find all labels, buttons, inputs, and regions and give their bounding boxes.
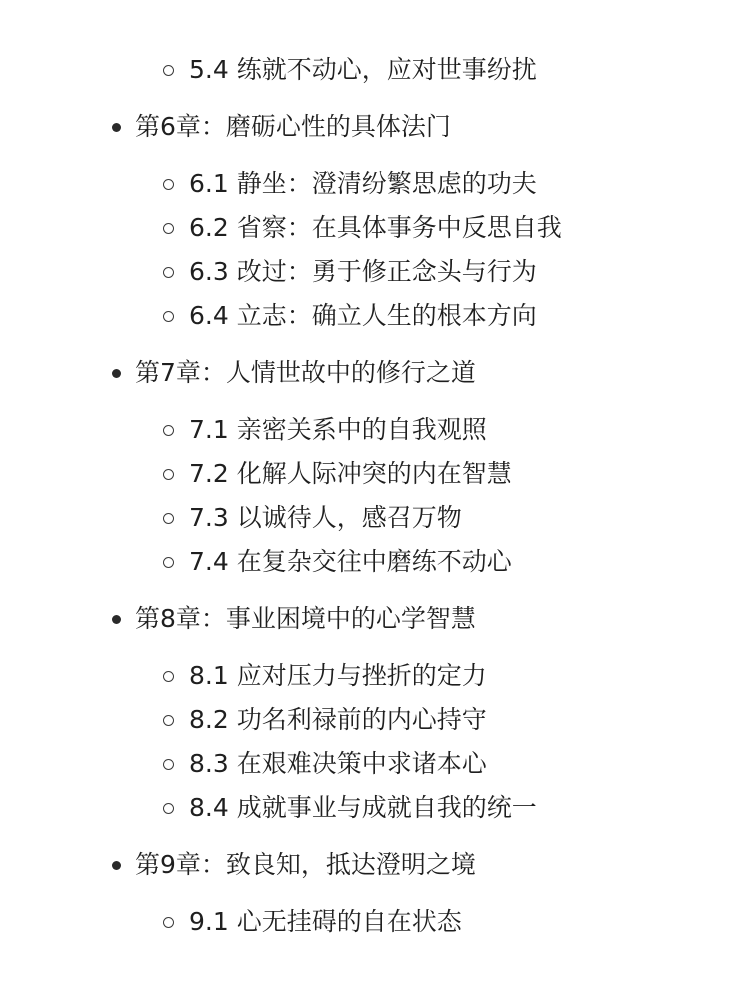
toc-section-label: 6.3 改过：勇于修正念头与行为 xyxy=(189,257,537,286)
toc-chapter-9 xyxy=(0,845,476,885)
toc-section-label: 9.1 心无挂碍的自在状态 xyxy=(189,907,462,936)
toc-section-9-1 xyxy=(0,902,462,942)
hollow-bullet-icon xyxy=(163,65,174,76)
toc-section-7-4 xyxy=(0,542,512,582)
toc-chapter-label: 第9章：致良知，抵达澄明之境 xyxy=(135,850,476,879)
hollow-bullet-icon xyxy=(163,425,174,436)
hollow-bullet-icon xyxy=(163,179,174,190)
toc-section-label: 7.2 化解人际冲突的内在智慧 xyxy=(189,459,512,488)
toc-section-8-3 xyxy=(0,744,487,784)
solid-bullet-icon xyxy=(112,615,121,624)
toc-section-6-4 xyxy=(0,296,537,336)
toc-section-7-1 xyxy=(0,410,487,450)
toc-section-8-4 xyxy=(0,788,537,828)
hollow-bullet-icon xyxy=(163,223,174,234)
toc-chapter-6 xyxy=(0,107,451,147)
hollow-bullet-icon xyxy=(163,513,174,524)
toc-section-7-2 xyxy=(0,454,512,494)
hollow-bullet-icon xyxy=(163,469,174,480)
toc-section-label: 6.2 省察：在具体事务中反思自我 xyxy=(189,213,562,242)
solid-bullet-icon xyxy=(112,123,121,132)
solid-bullet-icon xyxy=(112,861,121,870)
toc-section-6-2 xyxy=(0,208,562,248)
toc-chapter-label: 第6章：磨砺心性的具体法门 xyxy=(135,112,451,141)
toc-section-8-1 xyxy=(0,656,487,696)
hollow-bullet-icon xyxy=(163,803,174,814)
toc-section-6-1 xyxy=(0,164,537,204)
hollow-bullet-icon xyxy=(163,267,174,278)
hollow-bullet-icon xyxy=(163,917,174,928)
solid-bullet-icon xyxy=(112,369,121,378)
toc-section-label: 8.2 功名利禄前的内心持守 xyxy=(189,705,487,734)
toc-section-label: 8.3 在艰难决策中求诸本心 xyxy=(189,749,487,778)
hollow-bullet-icon xyxy=(163,557,174,568)
hollow-bullet-icon xyxy=(163,671,174,682)
toc-chapter-8 xyxy=(0,599,476,639)
toc-section-7-3 xyxy=(0,498,462,538)
toc-chapter-label: 第7章：人情世故中的修行之道 xyxy=(135,358,476,387)
toc-section-label: 6.1 静坐：澄清纷繁思虑的功夫 xyxy=(189,169,537,198)
toc-section-label: 6.4 立志：确立人生的根本方向 xyxy=(189,301,537,330)
toc-section-label: 7.4 在复杂交往中磨练不动心 xyxy=(189,547,512,576)
toc-section-label: 7.3 以诚待人，感召万物 xyxy=(189,503,462,532)
toc-chapter-7 xyxy=(0,353,476,393)
toc-section-label: 8.1 应对压力与挫折的定力 xyxy=(189,661,487,690)
toc-section-6-3 xyxy=(0,252,537,292)
toc-section-8-2 xyxy=(0,700,487,740)
toc-section-label: 7.1 亲密关系中的自我观照 xyxy=(189,415,487,444)
toc-chapter-label: 第8章：事业困境中的心学智慧 xyxy=(135,604,476,633)
hollow-bullet-icon xyxy=(163,759,174,770)
toc-section-5-4 xyxy=(0,50,537,90)
toc-section-label: 5.4 练就不动心，应对世事纷扰 xyxy=(189,55,537,84)
hollow-bullet-icon xyxy=(163,311,174,322)
hollow-bullet-icon xyxy=(163,715,174,726)
toc-section-label: 8.4 成就事业与成就自我的统一 xyxy=(189,793,537,822)
